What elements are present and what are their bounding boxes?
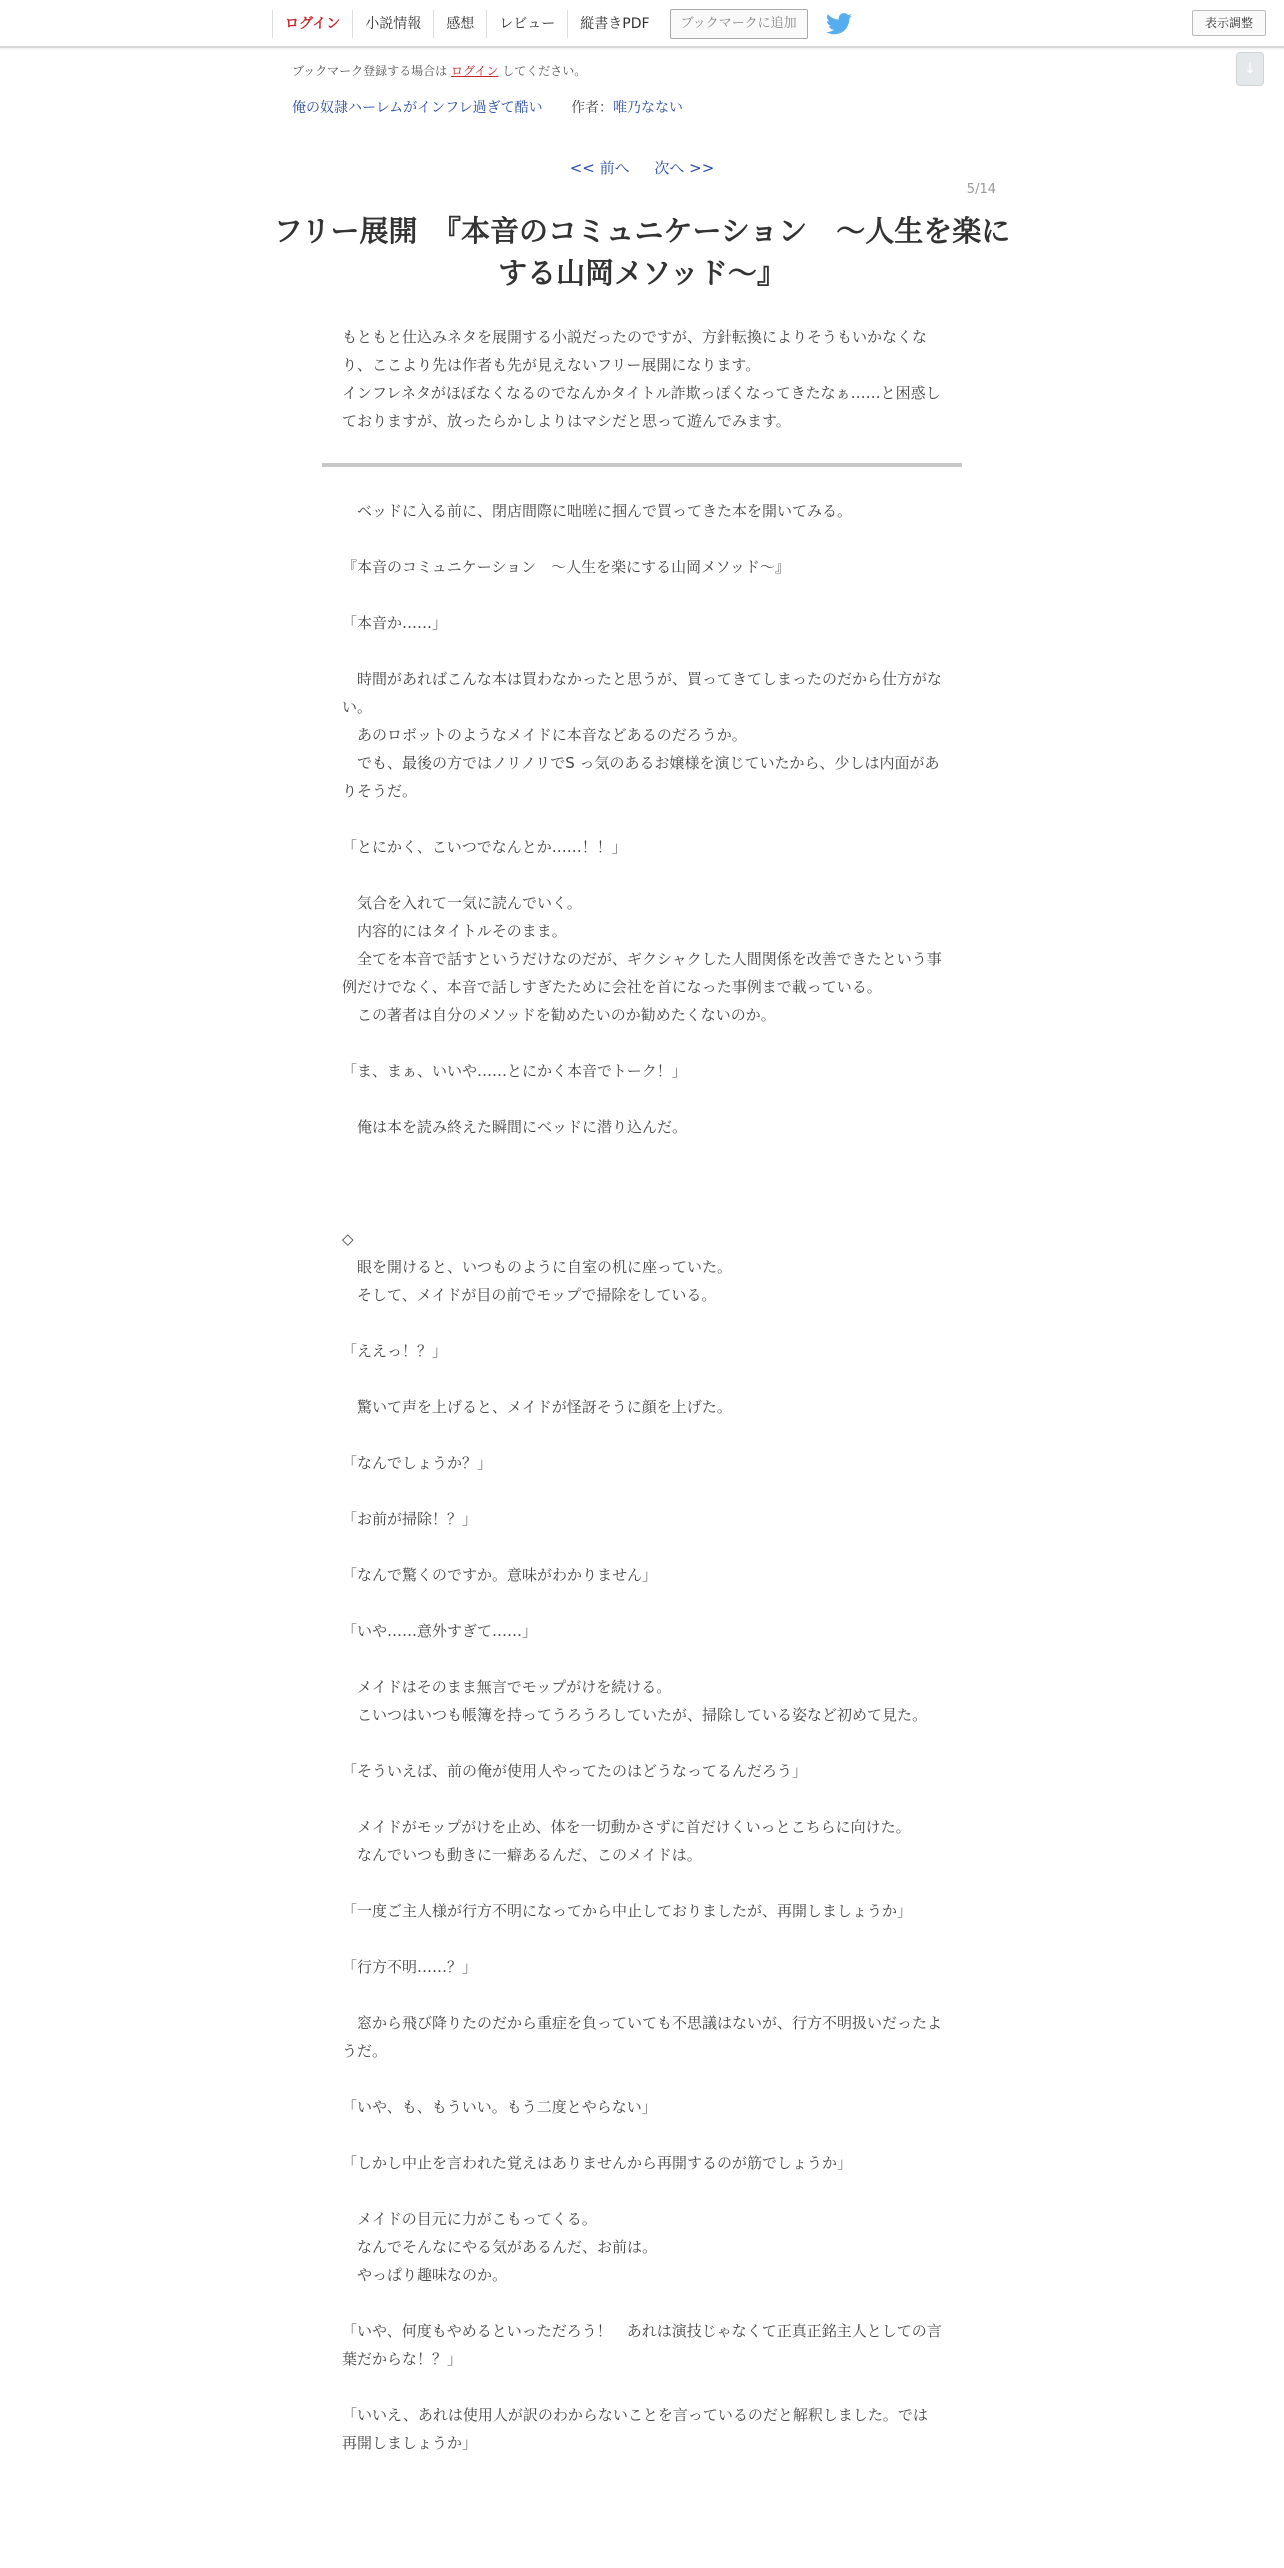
novel-info-line <box>292 97 683 117</box>
chapter-count: 5/14 <box>966 182 996 197</box>
bookmark-login-link[interactable]: ログイン <box>451 64 499 78</box>
blank-line <box>342 637 942 665</box>
body-line: 俺は本を読み終えた瞬間にベッドに潜り込んだ。 <box>342 1118 688 1136</box>
preface-paragraph: インフレネタがほぼなくなるのでなんかタイトル詐欺っぽくなってきたなぁ……と困惑しておりますが、放ったらかしよりはマシだと思って遊んでみます。 <box>342 384 941 430</box>
blank-line <box>342 1085 942 1113</box>
blank-line <box>342 2177 942 2205</box>
nav-list <box>272 8 852 40</box>
body-line: やっぱり趣味なのか。 <box>342 2266 508 2284</box>
blank-line <box>342 1981 942 2009</box>
body-line: 全てを本音で話すというだけなのだが、ギクシャクした人間関係を改善できたという事例だけでなく、本音で話しすぎたために会社を首になった事例まで載っている。 <box>342 950 942 996</box>
body-line: 「一度ご主人様が行方不明になってから中止しておりましたが、再開しましょうか」 <box>342 1902 913 1920</box>
blank-line <box>342 2121 942 2149</box>
body-line: 「ま、まぁ、いいや……とにかく本音でトーク！」 <box>342 1062 687 1080</box>
blank-line <box>342 1785 942 1813</box>
body-line: そして、メイドが目の前でモップで掃除をしている。 <box>342 1286 717 1304</box>
blank-line <box>342 1729 942 1757</box>
blank-line <box>342 1365 942 1393</box>
prev-chapter-link[interactable]: << 前へ <box>569 159 630 177</box>
blank-line <box>342 2289 942 2317</box>
body-line: 窓から飛び降りたのだから重症を負っていても不思議はないが、行方不明扱いだったようだ。 <box>342 2014 943 2060</box>
chapter-pager <box>0 157 1284 178</box>
blank-line <box>342 1197 942 1225</box>
nav-login[interactable]: ログイン <box>272 10 352 38</box>
blank-line <box>342 2065 942 2093</box>
body-line: あのロボットのようなメイドに本音などあるのだろうか。 <box>342 726 747 744</box>
bookmark-note-text: ブックマーク登録する場合は <box>292 64 448 78</box>
body-line: 気合を入れて一気に読んでいく。 <box>342 894 582 912</box>
preface-paragraph: もともと仕込みネタを展開する小説だったのですが、方針転換によりそうもいかなくなり、ここより先は作者も先が見えないフリー展開になります。 <box>342 328 928 374</box>
body-line: 眼を開けると、いつものように自室の机に座っていた。 <box>342 1258 733 1276</box>
blank-line <box>342 1309 942 1337</box>
blank-line <box>342 581 942 609</box>
body-line: この著者は自分のメソッドを勧めたいのか勧めたくないのか。 <box>342 1006 776 1024</box>
body-line: こいつはいつも帳簿を持ってうろうろしていたが、掃除している姿など初めて見た。 <box>342 1706 928 1724</box>
chapter-body <box>342 497 942 2457</box>
body-line: 「なんでしょうか？」 <box>342 1454 493 1472</box>
add-bookmark-button[interactable]: ブックマークに追加 <box>670 9 808 39</box>
blank-line <box>342 1169 942 1197</box>
display-settings-button[interactable]: 表示調整 <box>1192 10 1266 36</box>
section-divider <box>322 463 962 467</box>
blank-line <box>342 525 942 553</box>
top-navigation-bar <box>0 0 1284 48</box>
twitter-bird-icon[interactable] <box>826 13 852 35</box>
bookmark-login-note <box>292 62 586 79</box>
body-line: なんでいつも動きに一癖あるんだ、このメイドは。 <box>342 1846 702 1864</box>
body-line: ◇ <box>342 1230 354 1248</box>
author-label: 作者： <box>571 100 614 116</box>
blank-line <box>342 1869 942 1897</box>
body-line: ベッドに入る前に、閉店間際に咄嗟に掴んで買ってきた本を開いてみる。 <box>342 502 853 520</box>
body-line: 内容的にはタイトルそのまま。 <box>342 922 567 940</box>
blank-line <box>342 1645 942 1673</box>
body-line: メイドはそのまま無言でモップがけを続ける。 <box>342 1678 672 1696</box>
blank-line <box>342 1141 942 1169</box>
body-line: 「しかし中止を言われた覚えはありませんから再開するのが筋でしょうか」 <box>342 2154 853 2172</box>
body-line: 「そういえば、前の俺が使用人やってたのはどうなってるんだろう」 <box>342 1762 808 1780</box>
scroll-down-button[interactable]: ↓ <box>1236 52 1264 86</box>
chapter-title: フリー展開 『本音のコミュニケーション ～人生を楽にする山岡メソッド～』 <box>273 214 1011 290</box>
blank-line <box>342 1029 942 1057</box>
blank-line <box>342 1533 942 1561</box>
body-line: 「いや……意外すぎて……」 <box>342 1622 538 1640</box>
body-line: メイドがモップがけを止め、体を一切動かさずに首だけくいっとこちらに向けた。 <box>342 1818 911 1836</box>
nav-vertical-pdf[interactable]: 縦書きPDF <box>567 10 661 38</box>
body-line: 驚いて声を上げると、メイドが怪訝そうに顔を上げた。 <box>342 1398 732 1416</box>
body-line: 「いいえ、あれは使用人が訳のわからないことを言っているのだと解釈しました。では再開しましょうか」 <box>342 2406 928 2452</box>
preface-text <box>342 323 942 435</box>
next-chapter-link[interactable]: 次へ >> <box>654 159 715 177</box>
body-line: 『本音のコミュニケーション ～人生を楽にする山岡メソッド～』 <box>342 558 790 576</box>
blank-line <box>342 1925 942 1953</box>
body-line: 時間があればこんな本は買わなかったと思うが、買ってきてしまったのだから仕方がない。 <box>342 670 943 716</box>
nav-novel-info[interactable]: 小説情報 <box>352 10 433 38</box>
body-line: 「とにかく、こいつでなんとか……！！」 <box>342 838 627 856</box>
author-name-link[interactable]: 唯乃なない <box>613 100 684 116</box>
blank-line <box>342 1477 942 1505</box>
blank-line <box>342 1421 942 1449</box>
body-line: 「いや、何度もやめるといっただろう！ あれは演技じゃなくて正真正銘主人としての言葉だからな！？」 <box>342 2322 942 2368</box>
body-line: 「本音か……」 <box>342 614 448 632</box>
blank-line <box>342 1589 942 1617</box>
body-line: 「なんで驚くのですか。意味がわかりません」 <box>342 1566 658 1584</box>
blank-line <box>342 861 942 889</box>
bookmark-note-suffix: してください。 <box>502 64 587 78</box>
novel-title-link[interactable]: 俺の奴隷ハーレムがインフレ過ぎて酷い <box>292 100 543 116</box>
nav-review[interactable]: レビュー <box>486 10 567 38</box>
body-line: 「いや、も、もういい。もう二度とやらない」 <box>342 2098 657 2116</box>
body-line: 「ええっ！？」 <box>342 1342 448 1360</box>
body-line: でも、最後の方ではノリノリでS っ気のあるお嬢様を演じていたから、少しは内面がありそうだ。 <box>342 754 940 800</box>
body-line: メイドの目元に力がこもってくる。 <box>342 2210 597 2228</box>
blank-line <box>342 805 942 833</box>
blank-line <box>342 2373 942 2401</box>
body-line: 「お前が掃除！？」 <box>342 1510 478 1528</box>
body-line: なんでそんなにやる気があるんだ、お前は。 <box>342 2238 658 2256</box>
nav-impressions[interactable]: 感想 <box>433 10 486 38</box>
author-info <box>571 100 683 116</box>
body-line: 「行方不明……？」 <box>342 1958 478 1976</box>
